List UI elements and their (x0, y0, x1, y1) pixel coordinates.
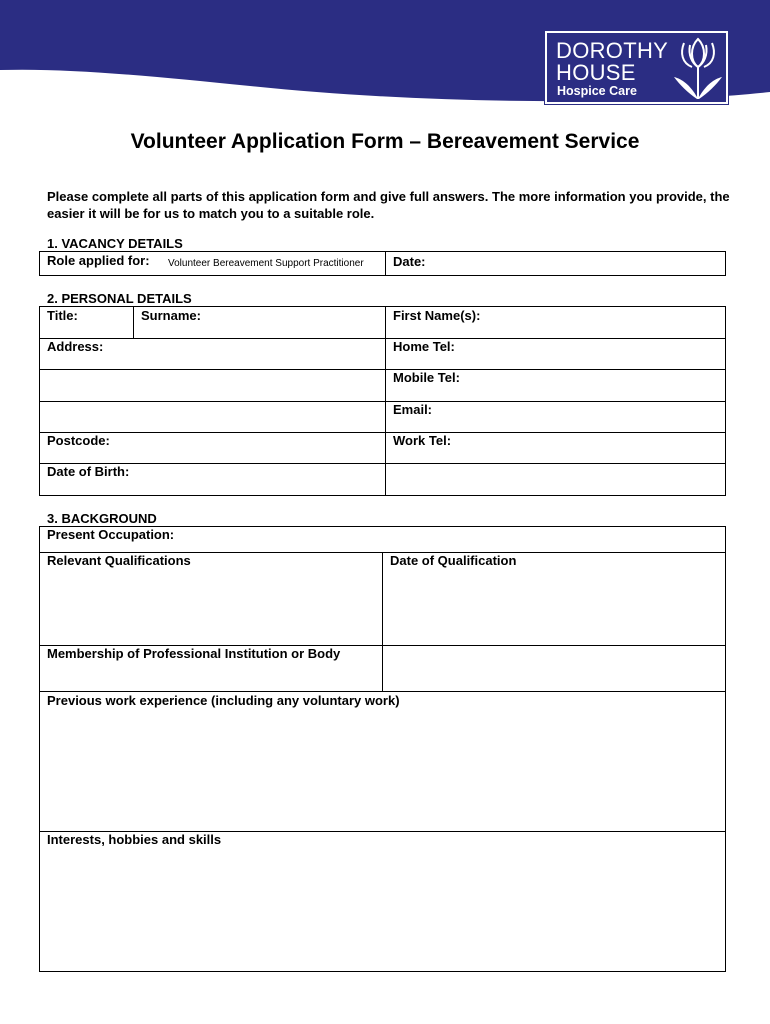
brand-name-line1: DOROTHY (556, 38, 669, 63)
vacancy-date-label: Date: (393, 254, 426, 269)
membership-label: Membership of Professional Institution or Body (47, 646, 341, 661)
vacancy-date-field[interactable] (430, 252, 724, 274)
title-field[interactable] (95, 308, 131, 336)
home-tel-label: Home Tel: (393, 339, 455, 354)
row-divider (39, 338, 726, 339)
postcode-label: Postcode: (47, 433, 110, 448)
background-section-heading: 3. BACKGROUND (47, 511, 157, 526)
present-occupation-label: Present Occupation: (47, 527, 175, 542)
surname-label: Surname: (141, 308, 201, 323)
form-instructions: Please complete all parts of this application form and give full answers. The more information you provide, the easier it will be for us to match you to a suitable role. (47, 189, 730, 221)
home-tel-field[interactable] (466, 340, 724, 368)
work-tel-label: Work Tel: (393, 433, 452, 448)
row-divider (39, 432, 726, 433)
column-divider (385, 306, 386, 496)
qualifications-field[interactable] (41, 572, 380, 644)
address-label: Address: (47, 339, 104, 354)
brand-name-line2: HOUSE (556, 60, 636, 85)
dorothy-house-logo (545, 31, 728, 104)
form-title: Volunteer Application Form – Bereavement Service (130, 130, 640, 153)
column-divider (133, 306, 134, 338)
row-divider (39, 463, 726, 464)
membership-field[interactable] (384, 647, 724, 690)
email-label: Email: (393, 402, 433, 417)
interests-field[interactable] (41, 851, 724, 970)
interests-label: Interests, hobbies and skills (47, 832, 222, 847)
surname-field[interactable] (212, 308, 382, 336)
work-experience-label: Previous work experience (including any voluntary work) (47, 693, 400, 708)
title-label: Title: (47, 308, 78, 323)
personal-section-heading: 2. PERSONAL DETAILS (47, 291, 192, 306)
brand-tagline: Hospice Care (557, 84, 637, 98)
vacancy-divider (385, 251, 386, 276)
dob-label: Date of Birth: (47, 464, 130, 479)
work-experience-field[interactable] (41, 712, 724, 830)
role-applied-label: Role applied for: (47, 253, 150, 268)
vacancy-section-heading: 1. VACANCY DETAILS (47, 236, 183, 251)
first-name-label: First Name(s): (393, 308, 481, 323)
column-divider (382, 552, 383, 691)
role-applied-field[interactable]: Volunteer Bereavement Support Practitioner (168, 258, 364, 269)
work-tel-field[interactable] (462, 434, 724, 462)
row-divider (39, 691, 726, 692)
email-field[interactable] (440, 403, 724, 431)
mobile-tel-label: Mobile Tel: (393, 370, 460, 385)
dob-field[interactable] (144, 465, 382, 494)
tulip-icon (670, 37, 726, 101)
present-occupation-field[interactable] (190, 528, 724, 550)
qualification-date-label: Date of Qualification (390, 553, 517, 568)
qualifications-label: Relevant Qualifications (47, 553, 191, 568)
qualification-date-field[interactable] (384, 572, 724, 644)
postcode-field[interactable] (120, 434, 382, 462)
address-field[interactable] (112, 340, 382, 430)
mobile-tel-field[interactable] (472, 371, 724, 399)
first-name-field[interactable] (492, 308, 724, 336)
